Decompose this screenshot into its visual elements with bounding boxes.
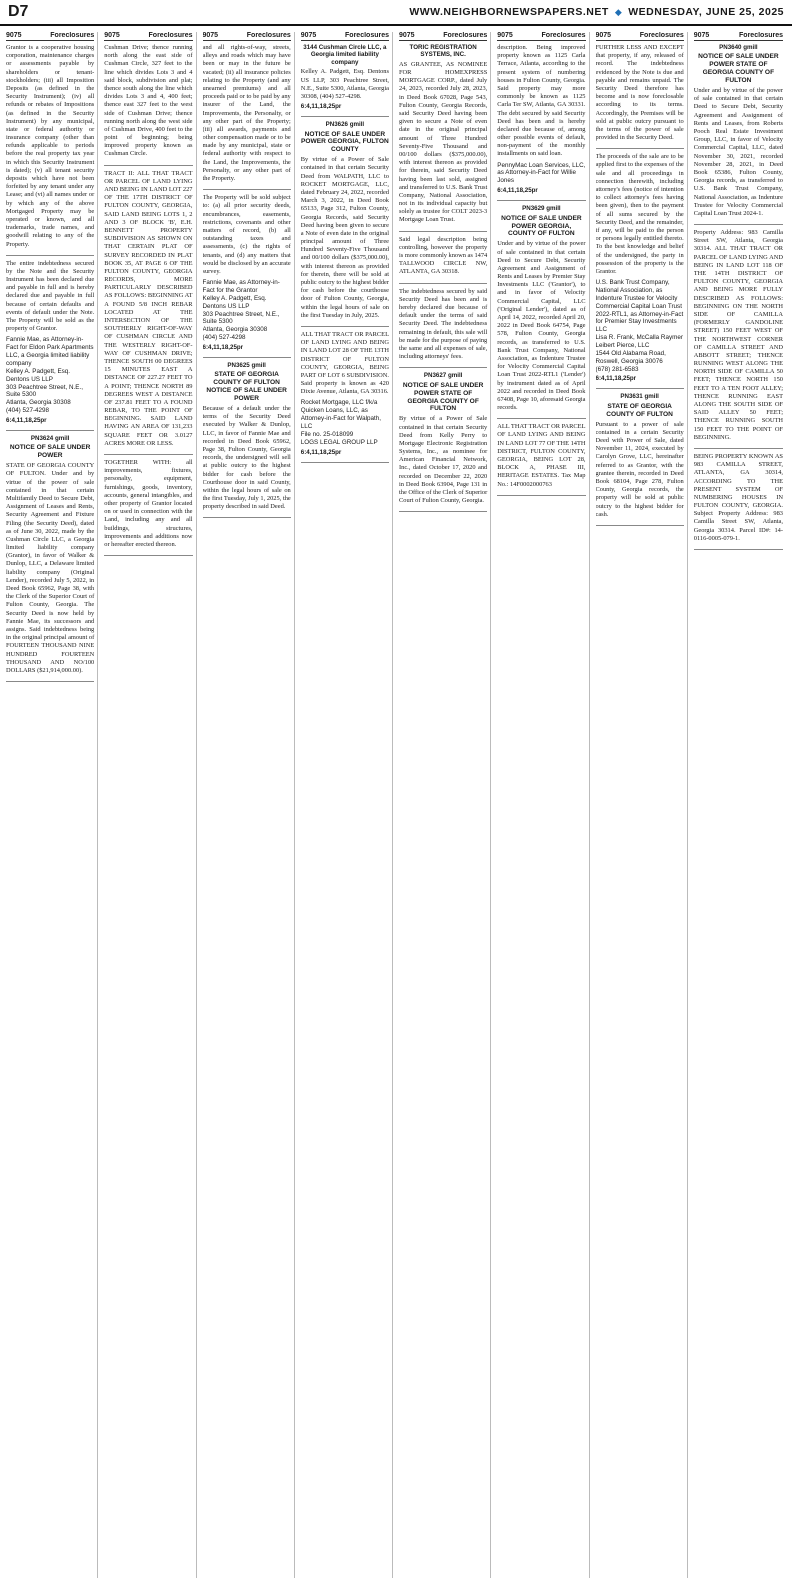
notice-body: The proceeds of the sale are to be applied first to the expenses of the sale and all proceedings in connection therewith, including attorney's fees (notice of intention to collect attorney's fees having been given), then to the payment of all sums secured by the Security Deed, and the remainder, if any, will be paid to the person or persons legally entitled thereto. To the best knowledge and belief of the undersigned, the party in possession of the property is the Grantor. [595,153,684,275]
column-header-code: 9075 [6,32,22,39]
notice-body: Kelley A. Padgett, Esq. Dentons US LLP, 303 Peachtree Street, N.E., Suite 5300, Atlanta, Georgia 30308, (404) 527-4298. [300,68,389,100]
notice-divider [596,148,684,149]
notice-divider [301,326,389,327]
notice-id: PN3631 gmill [620,393,659,401]
column-header [6,32,94,41]
notice-run-dates: 6:4,11,18,25pr [6,416,47,424]
notice-body: TOGETHER WITH: all improvements, fixtures, personalty, equipment, furnishings, goods, inventory, accounts, general intangibles, and other property of Grantor located on or used in connection with the Land, including any and all buildings, structures, improvements and additions now or hereafter erected thereon. [104,459,193,548]
notice-divider [203,357,291,358]
notice-body: Said legal description being controlling, however the property is more commonly known as 1474 TALLWOOD CIRCLE NW, ATLANTA, GA 30318. [399,235,488,276]
column-header-code: 9075 [104,32,120,39]
notice-divider [399,367,487,368]
legal-notice [6,44,94,249]
notice-divider [694,549,783,550]
notice-id: PN3627 gmill [423,372,463,380]
notice-body: STATE OF GEORGIA COUNTY OF FULTON. Under and by virtue of the power of sale contained in that certain Multifamily Deed to Secure Debt, Assignment of Leases and Rents, Security Agreement and Fixture Filing (the Security Deed), dated as of June 30, 2022, made by the Cushman Circle LLC, a Georgia limited liability company (Grantor), in favor of Walker & Dunlop, LLC, a Delaware limited liability company (Original Lender), recorded July 5, 2022, in Deed Book 65962, Page 38, with the Clerk of the Superior Court of Fulton County, Georgia. The Security Deed is now held by Fannie Mae, its successors and assigns. Said indebtedness being in the original principal amount of FOURTEEN THOUSAND NINE HUNDRED FOURTEEN THOUSAND AND NO/100 DOLLARS ($21,914,000.00). [6,462,95,674]
column-3 [203,32,295,1578]
notice-body: and all rights-of-way, streets, alleys and roads which may have been or may in the future be vacated; (ii) all insurance policies relating to the Property (and any unearned premiums) and all proceeds paid or to be paid by any insurer of the Land, the Improvements, the Personalty, or any other part of the Property; (iii) all awards, payments and other compensation made or to be made by any municipal, state or federal authority with respect to the Land, the Improvements, the Personalty, or any other part of the Property. [202,44,291,182]
notice-title: NOTICE OF SALE UNDER POWER [9,444,91,460]
notice-body: ALL THAT TRACT OR PARCEL OF LAND LYING AND BEING IN LAND LOT 77 OF THE 14TH DISTRICT, FULTON COUNTY, GEORGIA, BEING LOT 28, BLOCK A, PHASE III, HERITAGE ESTATES. Tax Map No.: 14F0002000763 [497,423,586,488]
column-4 [301,32,393,1578]
site-url[interactable]: WWW.NEIGHBORNEWSPAPERS.NET [409,6,609,18]
notice-body: TRACT II: ALL THAT TRACT OR PARCEL OF LAND LYING AND BEING IN LAND LOT 227 OF THE 17TH DISTRICT OF FULTON COUNTY, GEORGIA, SAID LAND BEING LOTS 1, 2 AND 3 OF BLOCK 'B', E.H. BENNETT PROPERTY SUBDIVISION AS SHOWN ON THAT CERTAIN PLAT OF SURVEY RECORDED IN PLAT BOOK 35, AT PAGE 6 OF THE FULTON COUNTY, GEORGIA RECORDS, MORE PARTICULARLY DESCRIBED AS FOLLOWS: BEGINNING AT A FOUND 5/8 INCH REBAR LOCATED AT THE INTERSECTION OF THE SOUTHERLY RIGHT-OF-WAY OF CUSHMAN CIRCLE AND THE WESTERLY RIGHT-OF-WAY OF CUSHMAN DRIVE; THENCE SOUTH 00 DEGREES 15 MINUTES EAST A DISTANCE OF 227.27 FEET TO A POINT; THENCE NORTH 89 DEGREES WEST A DISTANCE OF 237.81 FEET TO A FOUND REBAR, TO THE POINT OF BEGINNING. SAID LAND HAVING AN AREA OF 131,233 SQUARE FEET OR 3.0127 ACRES MORE OR LESS. [104,169,193,447]
page-header [0,0,792,26]
column-header-section: Foreclosures [148,32,193,39]
notice-divider [104,165,192,166]
notice-divider [694,448,783,449]
legal-notice [104,44,192,159]
notice-divider [497,200,585,201]
notice-title: NOTICE OF SALE UNDER POWER GEORGIA, COUNTY OF FULTON [501,214,582,238]
notice-title: NOTICE OF SALE UNDER POWER STATE OF GEORGIA COUNTY OF FULTON [698,53,779,85]
notice-signature: U.S. Bank Trust Company, National Association, as Indenture Trustee for Velocity Commercial Capital Loan Trust 2022-RTL1, as Attorney-in-Fact for Premier Stay Investments LLC Lisa R. Frank, McCalla Raymer Leibert Pierce, LLC 1544 Old Alabama Road, Roswell, Georgia 30076 (678) 281-6583 [595,279,684,373]
legal-notice [6,260,94,424]
column-header-section: Foreclosures [739,32,783,39]
notice-divider [104,454,192,455]
column-header-section: Foreclosures [246,32,291,39]
legal-notice [203,44,291,183]
notice-divider [104,555,192,556]
notice-run-dates: 6:4,11,18,25pr [300,103,342,111]
legal-notice [694,229,783,442]
legal-notice [497,205,585,412]
notice-body: Because of a default under the terms of the Security Deed executed by Walker & Dunlop, LLC, in favor of Fannie Mae and recorded in Deed Book 65962, Page 38, Fulton County, Georgia records, the undersigned will sell at public outcry to the highest bidder for cash before the Courthouse door in said County, within the legal hours of sale on the first Tuesday, July 1, 2025, the property described in said Deed. [202,405,291,511]
legal-notice [399,288,487,362]
notice-body: description. Being improved property known as 1125 Carla Terrace, Atlanta, according to the present system of numbering houses in Fulton County, Georgia. Said property may more commonly be known as 1125 Carla Ter SW, Atlanta, GA 30331. The debt secured by said Security Deed has been and is hereby declared due because of, among other possible events of default, non-payment of the monthly installments on said loan. [497,44,586,158]
notice-body: The Property will be sold subject to: (a) all prior security deeds, encumbrances, easements, restrictions, covenants and other matters of record, (b) all outstanding taxes and assessments, (c) the rights of tenants, and (d) any matters that would be disclosed by an accurate survey. [202,194,291,275]
legal-notice [104,459,192,549]
notice-divider [6,255,94,256]
notice-signature: Rocket Mortgage, LLC f/k/a Quicken Loans, LLC, as Attorney-in-Fact for Walpath, LLC File no. 25-018099 LOGS LEGAL GROUP LLP [300,399,382,446]
notice-divider [6,430,94,431]
notice-run-dates: 6:4,11,18,25pr [497,187,538,195]
column-header-section: Foreclosures [443,32,488,39]
column-header-code: 9075 [595,32,612,39]
notice-divider [203,517,291,518]
notice-body: By virtue of a Power of Sale contained in that certain Security Deed from WALPATH, LLC to ROCKET MORTGAGE, LLC, dated February 24, 2022, recorded March 3, 2022, in Deed Book 65133, Page 312, Fulton County, Georgia Records, said Security Deed having been given to secure a Note of even date in the original principal amount of Three Hundred Seventy-Five Thousand and 00/100 dollars ($375,000.00), with interest thereon as provided for therein, there will be sold at public outcry to the highest bidder for cash before the courthouse door of Fulton County, Georgia, within the legal hours of sale on the first Tuesday in July, 2025. [300,156,389,319]
column-5 [399,32,491,1578]
column-7 [596,32,688,1578]
legal-notice [596,44,684,142]
notice-id: PN3629 gmill [522,205,561,213]
notice-title: STATE OF GEORGIA COUNTY OF FULTON NOTICE OF SALE UNDER POWER [206,371,287,403]
separator-icon: ◆ [614,6,623,17]
column-header-code: 9075 [693,32,710,39]
column-header [596,32,684,41]
notice-body: BEING PROPERTY KNOWN AS 983 CAMILLA STREET, ATLANTA, GA 30314, ACCORDING TO THE PRESENT SYSTEM OF NUMBERING HOUSES IN FULTON COUNTY, GEORGIA. Subject Property Address: 983 Camilla Street SW, Atlanta, Georgia 30314. Parcel ID#: 14-0116-0005-079-1. [693,452,783,542]
notice-id: PN3626 gmill [325,121,365,129]
legal-notice [203,362,291,512]
notice-body: Under and by virtue of the power of sale contained in that certain Deed to Secure Debt, Security Agreement and Assignment of Rents and Leases, from Roberts Pooch Real Estate Investment Group, LLC, in favor of Velocity Commercial Capital, LLC, dated November 30, 2021, recorded November 28, 2021, in Deed Book 65386, Fulton County, Georgia records, as transferred to U.S. Bank Trust Company, National Association, as Indenture Trustee for Velocity Commercial Capital Loan Trust 2024-1. [693,87,783,217]
notice-divider [497,418,585,419]
notice-run-dates: 6:4,11,18,25pr [300,448,342,456]
column-header-section: Foreclosures [345,32,389,39]
column-header-code: 9075 [399,32,415,39]
legal-notice [694,44,783,218]
notice-body: FURTHER LESS AND EXCEPT that property, if any, released of record. The indebtedness evidenced by the Note is due and payable and remains unpaid. The Security Deed therefore has become and is now foreclosable according to its terms. Accordingly, the Premises will be sold at public outcry pursuant to the terms of the power of sale provided in the Security Deed. [595,44,684,142]
column-header-code: 9075 [497,32,513,39]
notice-divider [301,116,389,117]
legal-notice [6,435,94,675]
column-header-section: Foreclosures [50,32,95,39]
notice-divider [203,189,291,190]
legal-notice [203,194,291,351]
notice-run-dates: 6:4,11,18,25pr [202,343,244,351]
column-1 [6,32,98,1578]
column-header [399,32,487,41]
legal-notice [399,372,487,505]
notice-divider [596,388,684,389]
issue-date: WEDNESDAY, JUNE 25, 2025 [628,6,784,18]
notice-title: NOTICE OF SALE UNDER POWER GEORGIA, FULTON COUNTY [301,130,389,154]
column-header-code: 9075 [300,32,317,39]
notice-body: Property Address: 983 Camilla Street SW, Atlanta, Georgia 30314. ALL THAT TRACT OR PARCEL OF LAND LYING AND BEING IN LAND LOT 118 OF THE 14TH DISTRICT OF FULTON COUNTY, GEORGIA AND BEING MORE FULLY DESCRIBED AS FOLLOWS: BEGINNING ON THE NORTH SIDE OF CAMILLA (FORMERLY GANDOLINE STREET) 150 FEET WEST OF THE NORTHWEST CORNER OF CAMILLA STREET AND ABBOTT STREET; THENCE RUNNING WEST ALONG THE NORTH SIDE OF CAMILLA 50 FEET; THENCE NORTH 150 FEET TO A TEN FOOT ALLEY; THENCE RUNNING EAST ALONG THE SOUTH SIDE OF SAID ALLEY 50 FEET; THENCE RUNNING SOUTH 150 FEET TO THE POINT OF BEGINNING. [693,229,783,441]
notice-divider [399,511,487,512]
notice-body: Cushman Drive; thence running north along the east side of Cushman Circle, 327 feet to the line which divides Lots 3 and 4 said block, subdivision and plat; thence south along the line which divides Lots 3 and 4, 400 feet; thence east 327 feet to the west side of Cushman Drive; thence running north along the west side of Cushman Drive, 400 feet to the point of beginning; being improved property known as Cushman Circle. [104,44,193,158]
notice-body: Pursuant to a power of sale contained in a certain Security Deed with Power of Sale, dated November 11, 2024, executed by Carolyn Grove, LLC, hereinafter referred to as Grantor, with the grantee therein, recorded in Deed Book 68104, Page 278, Fulton County, Georgia records, the property will be sold at public outcry to the highest bidder for cash. [595,420,684,518]
legal-notice [497,44,585,194]
notice-body: Grantor is a cooperative housing corporation, maintenance charges or assessments payable by shareholders or tenant-stockholders; (iii) all Imposition Deposits (as defined in the Security Instrument); (iv) all refunds or rebates of Impositions (as defined in the Security Instrument) by any municipal, state or federal authority or insurance company (other than refunds applicable to periods before the real property tax year in which this Security Instrument is dated); (v) all tenant security deposits which have not been forfeited by any tenant under any Lease; and (vi) all names under or by which any of the above Mortgaged Property may be operated or known, and all trademarks, trade names, and goodwill relating to any of the Property. [6,44,95,248]
column-header [104,32,192,41]
header-info [409,6,784,18]
legal-notice [596,393,684,519]
notice-signature: Fannie Mae, as Attorney-in-Fact for Eldon Park Apartments LLC, a Georgia limited liability company Kelley A. Padgett, Esq. Dentons US LLP 303 Peachtree Street, N.E., Suite 5300 Atlanta, Georgia 30308 (404) 527-4298 [6,336,94,415]
notice-id: 3144 Cushman Circle LLC, a Georgia limited liability company [303,44,387,66]
page-number: D7 [8,3,29,20]
legal-notice [104,170,192,448]
legal-notice [694,453,783,543]
notice-body: By virtue of a Power of Sale contained in that certain Security Deed from Kelly Perry to Mortgage Electronic Registration Systems, Inc., as nominee for American Financial Network, Inc., dated October 17, 2020 and recorded on December 22, 2020 in Deed Book 63904, Page 131 in the Office of the Clerk of Superior Court of Fulton County, Georgia. [399,415,488,505]
notice-id: PN3625 gmill [227,361,266,369]
legal-notice [399,236,487,277]
column-2 [104,32,196,1578]
notice-body: Under and by virtue of the power of sale contained in that certain Deed to Secure Debt, Security Agreement and Assignment of Rents and Leases by Premier Stay Investments LLC ('Grantor'), to and in favor of Velocity Commercial Capital, LLC ('Original Lender'), dated as of April 14, 2022, recorded April 20, 2022 in Deed Book 64754, Page 578, Fulton County, Georgia records, as transferred to U.S. Bank Trust Company, National Association, as Indenture Trustee for Velocity Commercial Capital Loan Trust 2022-RTL1 ('Lender') by instrument dated as of April 2022 and recorded in Deed Book 67408, Page 10, aforesaid Georgia records. [497,240,586,412]
notice-title: STATE OF GEORGIA COUNTY OF FULTON [606,402,673,418]
legal-notice [399,44,487,225]
notice-body: The indebtedness secured by said Security Deed has been and is hereby declared due because of default under the terms of said Security Deed. The indebtedness remaining in default, this sale will be made for the purpose of paying the same and all expenses of sale, including attorneys' fees. [399,287,488,361]
column-header-code: 9075 [202,32,219,39]
notice-body: ALL THAT TRACT OR PARCEL OF LAND LYING AND BEING IN LAND LOT 28 OF THE 13TH DISTRICT OF FULTON COUNTY, GEORGIA, BEING PART OF LOT 6 SUBDIVISION. Said property is known as 420 Dixie Avenue, Atlanta, GA 30316. [300,330,389,396]
column-header-section: Foreclosures [639,32,684,39]
notice-body: The entire indebtedness secured by the Note and the Security Instrument has been declared due and payable in full and is hereby declared due and payable in full because of certain defaults and events of default under the Note. The Property will be sold as the property of Grantor. [6,259,95,333]
legal-notice [596,153,684,382]
notice-id: PN3640 gmill [719,44,758,51]
legal-notice [497,423,585,489]
notice-signature: Fannie Mae, as Attorney-in-Fact for the Grantor Kelley A. Padgett, Esq. Dentons US LLP 303 Peachtree Street, N.E., Suite 5300 Atlanta, Georgia 30308 (404) 527-4298 [202,279,280,342]
notice-id: PN3624 gmill [30,434,70,442]
notice-run-dates: 6:4,11,18,25pr [595,375,637,383]
column-header [301,32,389,41]
column-header [203,32,291,41]
notice-divider [6,681,94,682]
column-header [497,32,585,41]
legal-notice [301,331,389,456]
column-header-section: Foreclosures [541,32,586,39]
notice-id: TORIC REGISTRATION SYSTEMS, INC. [409,44,477,59]
notice-title: NOTICE OF SALE UNDER POWER STATE OF GEORGIA COUNTY OF FULTON [402,381,484,413]
legal-notice [301,121,389,320]
notice-divider [301,462,389,463]
notice-body: AS GRANTEE, AS NOMINEE FOR HOMEXPRESS MORTGAGE CORP., dated July 24, 2023, recorded July 28, 2023, in Deed Book 67028, Page 543, Fulton County, Georgia Records, said Security Deed having been given to secure a Note of even date in the original principal amount of Three Hundred Seventy-Five Thousand and 00/100 dollars ($375,000.00), with interest thereon as provided for therein, said Security Deed having been last sold, assigned and transferred to U.S. Bank Trust Company, National Association, not in its individual capacity but solely as trustee for COLT 2023-3 Mortgage Loan Trust. [399,60,488,224]
notice-divider [596,525,684,526]
column-header [694,32,783,41]
notice-divider [399,231,487,232]
notice-divider [694,224,783,225]
legal-notice [301,44,389,110]
notice-divider [399,283,487,284]
column-8 [694,32,786,1578]
column-6 [497,32,589,1578]
notice-columns [6,32,786,1578]
notice-divider [497,495,585,496]
notice-signature: PennyMac Loan Services, LLC, as Attorney-in-Fact for Willie Jones [497,161,586,185]
